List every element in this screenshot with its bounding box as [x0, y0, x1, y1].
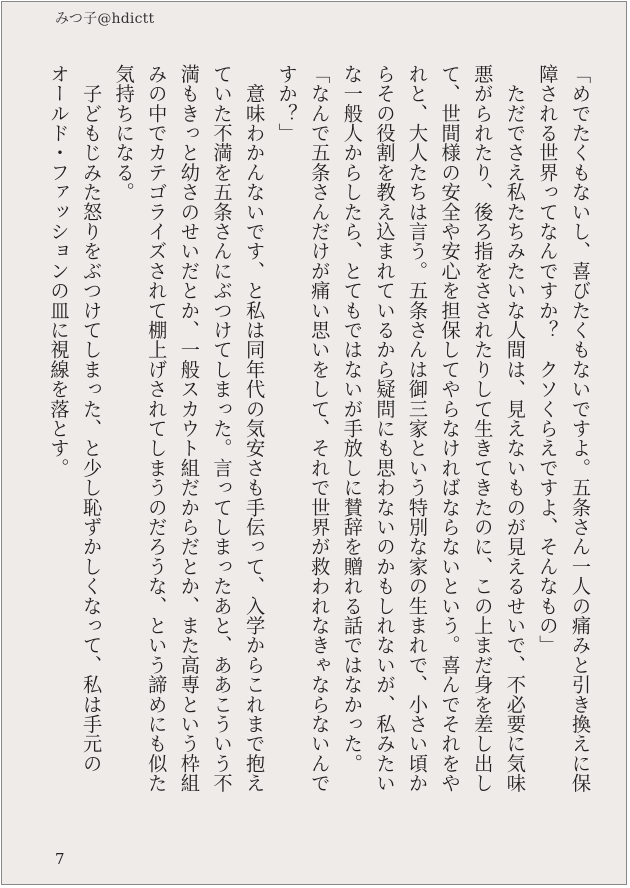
text-line-4: 悪がられたり、後ろ指をさされたりして生きてきたのに、この上まだ身を差し出し — [471, 64, 495, 793]
text-line-5: て、世間様の安全や安心を担保してやらなければならないという。喜んでそれをや — [438, 64, 462, 793]
text-line-12: ていた不満を五条さんにぶつけてしまった。言ってしまったあと、ああこういう不 — [210, 64, 234, 793]
author-handle: みつ子@hdictt — [55, 11, 155, 27]
text-line-15: 気持ちになる。 — [112, 64, 136, 202]
vertical-body-text — [42, 64, 596, 846]
text-line-11: 意味わかんないです、と私は同年代の気安さも手伝って、入学からこれまで抱え — [243, 64, 267, 793]
text-line-8: な一般人からしたら、とてもではないが手放しに賛辞を贈れる話ではなかった。 — [340, 64, 364, 774]
page-number: 7 — [55, 850, 65, 868]
text-line-17: オールド・ファッションの皿に視線を落とす。 — [47, 64, 71, 478]
document-page — [1, 1, 627, 885]
text-line-16: 子どもじみた怒りをぶつけてしまった、と少し恥ずかしくなって、私は手元の — [80, 64, 104, 774]
text-line-9: 「なんで五条さんだけが痛い思いをして、それで世界が救われなきゃならないんで — [308, 64, 332, 793]
text-line-7: らその役割を教え込まれているから疑問にも思わないのかもしれないが、私みたい — [373, 64, 397, 793]
text-line-10: すか？」 — [275, 64, 299, 143]
text-line-14: みの中でカテゴライズされて棚上げされてしまうのだろうな、という諦めにも似た — [145, 64, 169, 793]
text-line-13: 満もきっと幼さのせいだとか、一般スカウト組だからだとか、また高専という枠組 — [177, 64, 201, 793]
text-line-3: ただでさえ私たちみたいな人間は、見えないものが見えるせいで、不必要に気味 — [503, 64, 527, 793]
text-line-6: れと、大人たちは言う。五条さんは御三家という特別な家の生まれで、小さい頃か — [406, 64, 430, 793]
text-line-2: 障される世界ってなんですか？ クソくらえですよ、そんなもの」 — [536, 64, 560, 655]
text-line-1: 「めでたくもないし、喜びたくもないですよ。五条さん一人の痛みと引き換えに保 — [569, 64, 592, 793]
